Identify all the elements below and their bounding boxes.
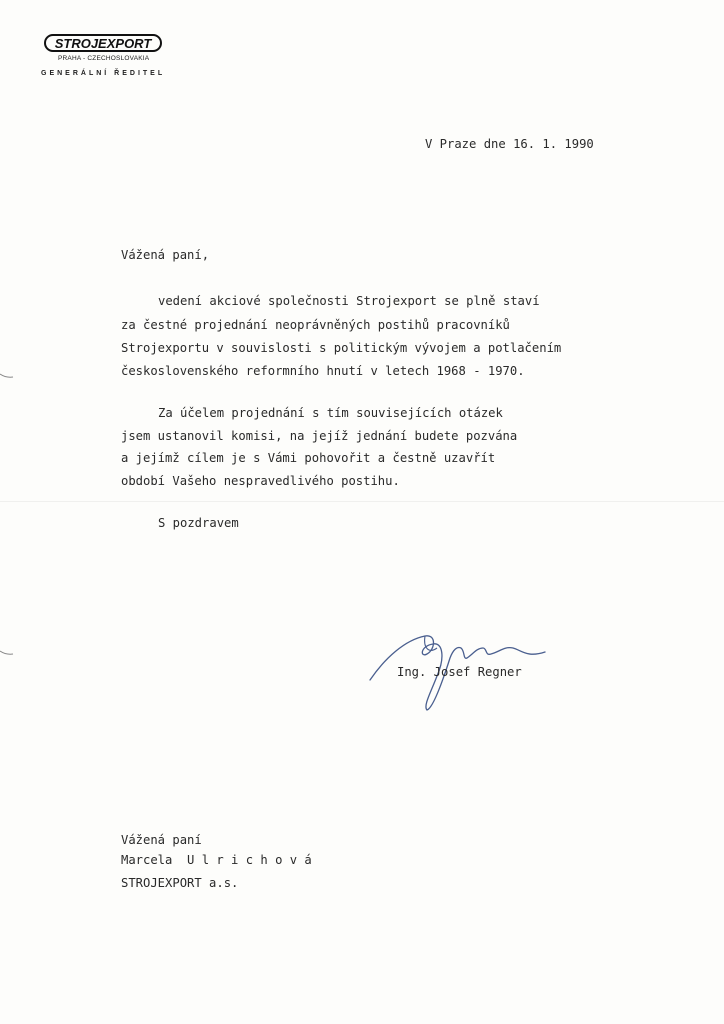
date-value: 16. 1. 1990: [513, 137, 594, 151]
date-prefix: V Praze dne: [425, 137, 506, 151]
paragraph1-line: za čestné projednání neoprávněných postihů pracovníků: [121, 318, 510, 332]
recipient-name: Marcela U l r i c h o v á: [121, 853, 312, 867]
punch-mark: [0, 372, 14, 380]
punch-mark: [0, 649, 14, 657]
paragraph1-line: československého reformního hnutí v letech 1968 - 1970.: [121, 364, 525, 378]
paragraph2-line: Za účelem projednání s tím souvisejících otázek: [158, 406, 503, 420]
salutation: Vážená paní,: [121, 248, 210, 262]
paragraph1-line: Strojexportu v souvislosti s politickým vývojem a potlačením: [121, 341, 562, 355]
paper-fold-line: [0, 501, 724, 502]
signatory-name: Ing. Josef Regner: [397, 665, 522, 679]
paragraph1-line: vedení akciové společnosti Strojexport se plně staví: [158, 294, 540, 308]
strojexport-logo: [44, 33, 162, 53]
recipient-company: STROJEXPORT a.s.: [121, 876, 239, 890]
closing: S pozdravem: [158, 516, 239, 530]
paragraph2-line: jsem ustanovil komisi, na jejíž jednání budete pozvána: [121, 429, 518, 443]
letterhead-location: PRAHA - CZECHOSLOVAKIA: [58, 55, 150, 62]
letterhead-department: GENERÁLNÍ ŘEDITEL: [41, 70, 166, 77]
recipient-line1: Vážená paní: [121, 833, 202, 847]
paragraph2-line: období Vašeho nespravedlivého postihu.: [121, 474, 400, 488]
paragraph2-line: a jejímž cílem je s Vámi pohovořit a čestně uzavřít: [121, 451, 496, 465]
logo-brand-text: STROJEXPORT: [54, 36, 152, 51]
date-line: [425, 137, 594, 151]
